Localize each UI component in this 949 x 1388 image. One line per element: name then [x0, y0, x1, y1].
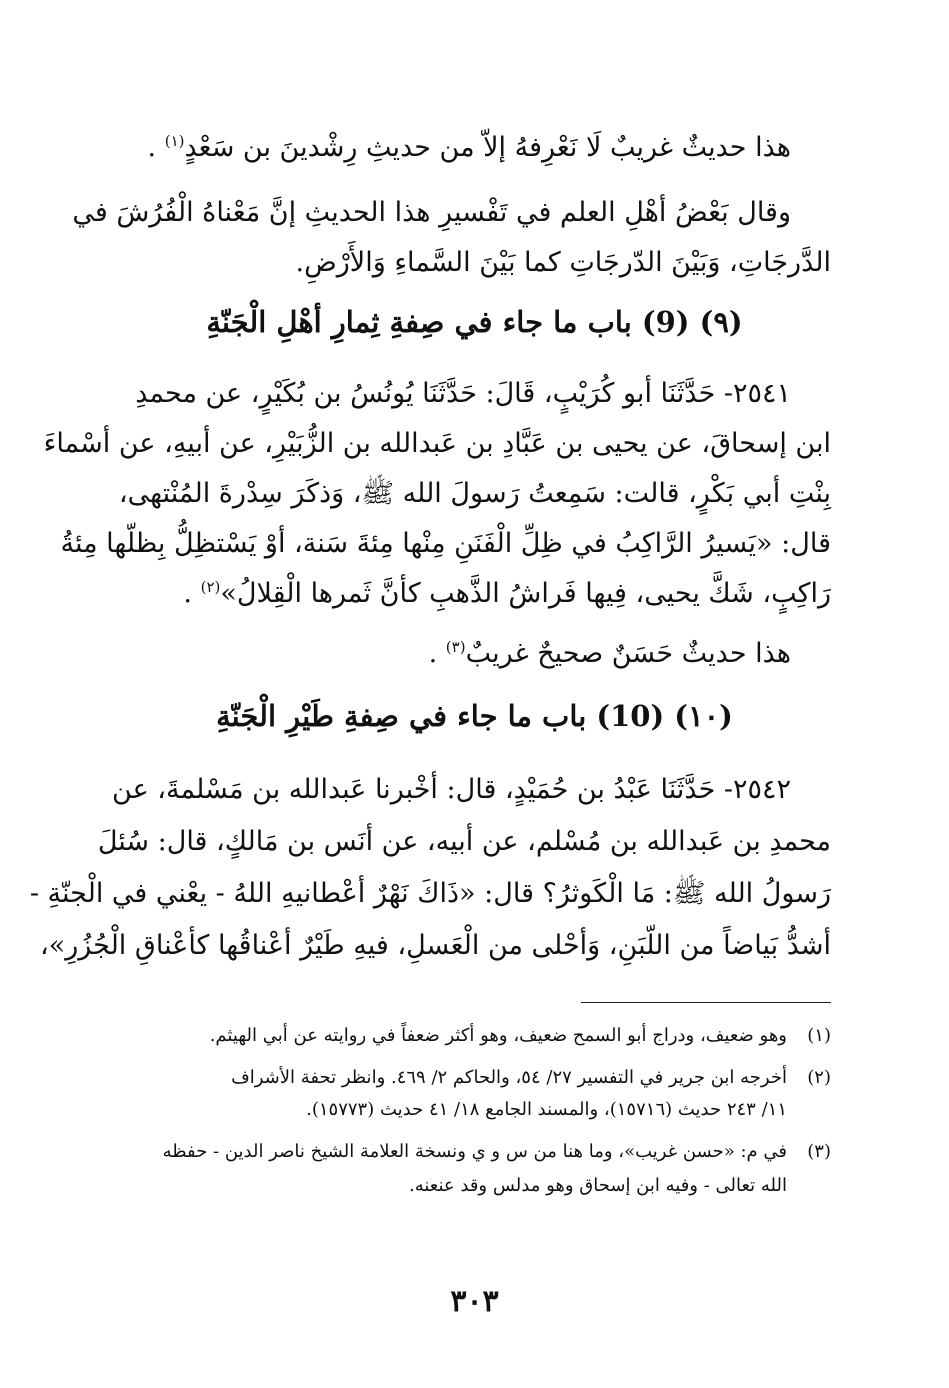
footnote-2-cont: ١١/ ٢٤٣ حديث (١٥٧١٦)، والمسند الجامع ١٨/ ٤١ حديث (١٥٧٧٣). [306, 1099, 787, 1120]
hadith-grade [118, 634, 831, 674]
footnote-3-cont: الله تعالى - وفيه ابن إسحاق وهو مدلس وقد عنعنه. [409, 1175, 787, 1196]
body-line [118, 128, 831, 168]
footnote-text: وهو ضعيف، ودراج أبو السمح ضعيف، وهو أكثر ضعفاً في روايته عن أبي الهيثم. [209, 1025, 787, 1046]
hadith-text: رَاكِبٍ، شَكَّ يحيى، فِيها فَراشُ الذَّهبِ كأنَّ ثَمرها الْقِلالُ» [220, 578, 831, 609]
footnote-divider [581, 1002, 831, 1003]
footnote-number: (١) [807, 1025, 831, 1046]
footnote-number: (٣) [807, 1141, 831, 1162]
punctuation: . [147, 132, 157, 163]
footnote-text: في م: «حسن غريب»، وما هنا من س و ي ونسخة العلامة الشيخ ناصر الدين - حفظه [162, 1141, 787, 1162]
body-line: وقال بَعْضُ أهْلِ العلم في تَفْسيرِ هذا الحديثِ إنَّ مَعْناهُ الْفُرُشَ في [72, 197, 791, 228]
footnote-ref: (١) [164, 132, 185, 150]
footnote-2 [118, 1064, 831, 1092]
hadith-line: قال: «يَسيرُ الرَّاكِبُ في ظِلِّ الْفَنَنِ مِنْها مِئةَ سَنة، أوْ يَسْتظِلُّ بِظلّها مِئةُ [60, 528, 831, 559]
footnote-ref: (٢) [200, 578, 221, 596]
footnote-text: أخرجه ابن جرير في التفسير ٢٧/ ٥٤، والحاكم ٢/ ٤٦٩. وانظر تحفة الأشراف [231, 1067, 787, 1088]
hadith-line: ٢٥٤١- حَدَّثَنَا أبو كُرَيْبٍ، قَالَ: حَدَّثَنَا يُونُسُ بن بُكَيْرٍ، عن محمدِ [135, 378, 791, 409]
punctuation: . [183, 578, 192, 609]
page-number: ٣٠٣ [450, 1284, 499, 1319]
hadith-line [118, 574, 831, 614]
chapter-heading: (٩) (9) باب ما جاء في صِفةِ ثِمارِ أهْلِ الْجَنّةِ [206, 305, 743, 339]
footnote-number: (٢) [807, 1067, 831, 1088]
hadith-line: محمدِ بن عَبدالله بن مُسْلم، عن أبيه، عن أنَس بن مَالكٍ، قال: سُئلَ [97, 826, 831, 857]
chapter-heading: (١٠) (10) باب ما جاء في صِفةِ طَيْرِ الْجَنّةِ [216, 699, 733, 733]
body-text: هذا حديثٌ غريبٌ لَا نَعْرِفهُ إلاّ من حديثِ رِشْدينَ بن سَعْدٍ [184, 132, 791, 163]
body-line: الدَّرجَاتِ، وَبَيْنَ الدّرجَاتِ كما بَيْنَ السَّماءِ وَالأَرْضِ. [295, 247, 831, 278]
footnote-3 [118, 1138, 831, 1166]
hadith-line: أشدُّ بَياضاً من اللّبَنِ، وَأحْلى من الْعَسلِ، فيهِ طَيْرٌ أعْناقُها كأعْناقِ الْجُزُرِ»، [39, 930, 831, 961]
footnote-1 [118, 1022, 831, 1050]
hadith-line: ٢٥٤٢- حَدَّثَنَا عَبْدُ بن حُمَيْدٍ، قال: أخْبرنا عَبدالله بن مَسْلمةَ، عن [112, 774, 791, 805]
punctuation: . [428, 638, 438, 669]
hadith-line: ابن إسحاقَ، عن يحيى بن عَبَّادِ بن عَبدالله بن الزُّبَيْرِ، عن أبيهِ، عن أسْماءَ [43, 428, 831, 459]
hadith-line: رَسولُ الله ﷺ: مَا الْكَوثرُ؟ قال: «ذَاكَ نَهْرٌ أعْطانيهِ اللهُ - يعْني في الْجنّةِ - [29, 878, 831, 909]
footnote-ref: (٣) [445, 638, 466, 656]
grade-text: هذا حديثٌ حَسَنٌ صحيحٌ غريبٌ [465, 638, 791, 669]
hadith-line: بِنْتِ أبي بَكْرٍ، قالت: سَمِعتُ رَسولَ الله ﷺ، وَذكَرَ سِدْرةَ المُنْتهى، [118, 478, 831, 509]
